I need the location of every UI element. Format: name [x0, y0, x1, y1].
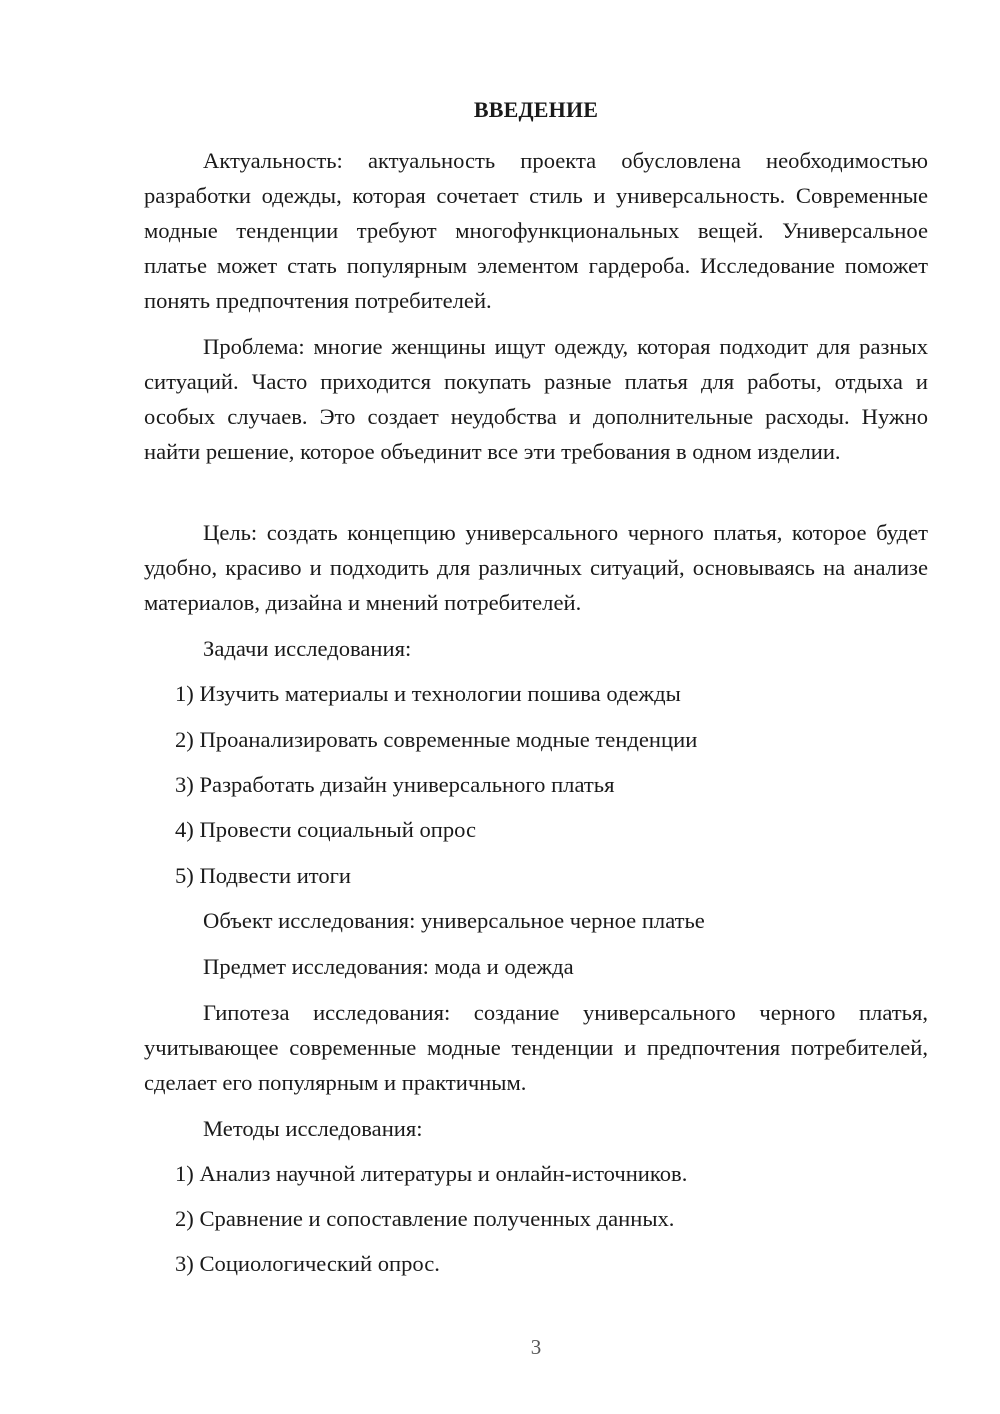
hypothesis-paragraph: Гипотеза исследования: создание универсального черного платья, учитывающее современные модные тенденции и предпочтения потребителей, сделает его популярным и практичным.	[144, 1000, 928, 1095]
method-item-1: 1) Анализ научной литературы и онлайн-источников.	[175, 1161, 688, 1186]
methods-heading: Методы исследования:	[203, 1116, 423, 1141]
goal-paragraph: Цель: создать концепцию универсального черного платья, которое будет удобно, красиво и подходить для различных ситуаций, основываясь на анализе материалов, дизайна и мнений потребителей.	[144, 520, 928, 615]
tasks-heading: Задачи исследования:	[203, 636, 412, 661]
page-title: ВВЕДЕНИЕ	[473, 97, 599, 122]
task-item-4: 4) Провести социальный опрос	[175, 817, 477, 842]
research-subject: Предмет исследования: мода и одежда	[203, 954, 574, 979]
method-item-3: 3) Социологический опрос.	[175, 1251, 440, 1276]
relevance-paragraph: Актуальность: актуальность проекта обусловлена необходимостью разработки одежды, которая сочетает стиль и универсальность. Современные модные тенденции требуют многофункциональных вещей. Универсальное платье может стать популярным элементом гардероба. Исследование поможет понять предпочтения потребителей.	[144, 148, 928, 313]
task-item-5: 5) Подвести итоги	[175, 863, 352, 888]
task-item-2: 2) Проанализировать современные модные тенденции	[175, 727, 698, 752]
task-item-1: 1) Изучить материалы и технологии пошива одежды	[175, 681, 681, 706]
research-object: Объект исследования: универсальное черное платье	[203, 908, 705, 933]
page-number: 3	[530, 1335, 542, 1359]
task-item-3: 3) Разработать дизайн универсального платья	[175, 772, 615, 797]
problem-paragraph: Проблема: многие женщины ищут одежду, которая подходит для разных ситуаций. Часто приходится покупать разные платья для работы, отдыха и особых случаев. Это создает неудобства и дополнительные расходы. Нужно найти решение, которое объединит все эти требования в одном изделии.	[144, 334, 928, 464]
method-item-2: 2) Сравнение и сопоставление полученных данных.	[175, 1206, 675, 1231]
